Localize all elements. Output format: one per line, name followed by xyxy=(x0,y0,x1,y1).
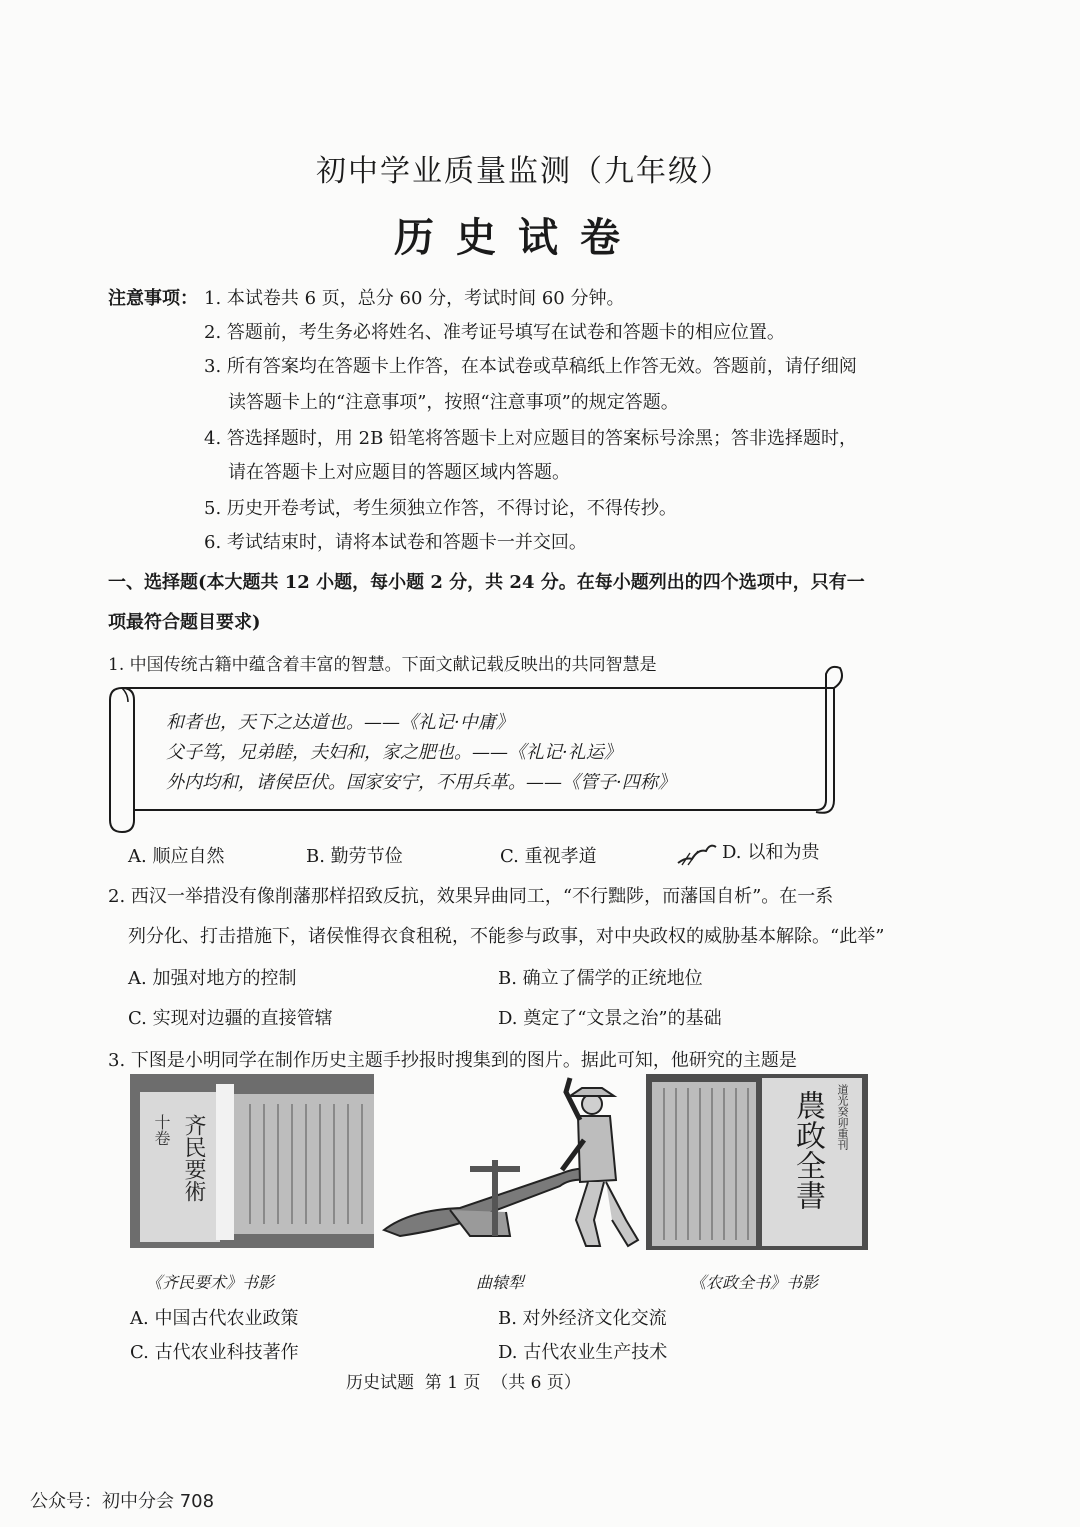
nongzheng-side-text: 道光癸卯重刊 xyxy=(836,1084,849,1150)
caption-nongzheng: 《农政全书》书影 xyxy=(690,1273,819,1292)
qimin-cover-text: 齐民要術 xyxy=(181,1114,206,1202)
scroll-quote: 父子笃，兄弟睦，夫妇和，家之肥也。——《礼记·礼运》 xyxy=(166,742,622,763)
notice-item: 2. 答题前，考生务必将姓名、准考证号填写在试卷和答题卡的相应位置。 xyxy=(204,322,785,343)
q3-option-c[interactable]: C. 古代农业科技著作 xyxy=(130,1342,299,1363)
q1-option-d-text: 以和为贵 xyxy=(747,842,820,863)
scroll-quote: 和者也，天下之达道也。——《礼记·中庸》 xyxy=(166,712,514,733)
notice-item: 5. 历史开卷考试，考生须独立作答，不得讨论，不得传抄。 xyxy=(204,498,677,519)
notice-item: 1. 本试卷共 6 页，总分 60 分，考试时间 60 分钟。 xyxy=(204,288,625,309)
watermark-text: 公众号：初中分会 708 xyxy=(30,1491,215,1512)
exam-title: 历史试卷 xyxy=(394,214,642,261)
q2-option-d[interactable]: D. 奠定了“文景之治”的基础 xyxy=(498,1008,722,1029)
notice-item: 读答题卡上的“注意事项”，按照“注意事项”的规定答题。 xyxy=(228,392,679,413)
notice-item: 请在答题卡上对应题目的答题区域内答题。 xyxy=(228,462,570,483)
caption-qimin: 《齐民要术》书影 xyxy=(146,1273,275,1292)
notice-item: 3. 所有答案均在答题卡上作答，在本试卷或草稿纸上作答无效。答题前，请仔细阅 xyxy=(204,356,857,377)
scroll-quote: 外内均和，诸侯臣伏。国家安宁，不用兵革。——《管子·四称》 xyxy=(166,772,676,793)
q2-option-c[interactable]: C. 实现对边疆的直接管辖 xyxy=(128,1008,333,1029)
qimin-yaoshu-image xyxy=(130,1074,374,1248)
notice-label: 注意事项： xyxy=(108,288,198,309)
question-3-stem: 3. 下图是小明同学在制作历史主题手抄报时搜集到的图片。据此可知，他研究的主题是 xyxy=(108,1050,797,1071)
q1-option-a[interactable]: A. 顺应自然 xyxy=(128,846,225,867)
q3-option-d[interactable]: D. 古代农业生产技术 xyxy=(498,1342,668,1363)
question-1-stem: 1. 中国传统古籍中蕴含着丰富的智慧。下面文献记载反映出的共同智慧是 xyxy=(108,655,657,675)
q3-option-b[interactable]: B. 对外经济文化交流 xyxy=(498,1308,667,1329)
pencil-mark-icon xyxy=(676,839,722,869)
q1-option-c[interactable]: C. 重视孝道 xyxy=(500,846,597,867)
caption-plough: 曲辕犁 xyxy=(476,1273,525,1292)
notice-item: 6. 考试结束时，请将本试卷和答题卡一并交回。 xyxy=(204,532,587,553)
nongzheng-cover-text: 農政全書 xyxy=(790,1090,825,1210)
qimin-side-text: 十卷 xyxy=(152,1114,171,1146)
question-2-stem: 2. 西汉一举措没有像削藩那样招致反抗，效果异曲同工，“不行黜陟，而藩国自析”。在一系 xyxy=(108,886,834,907)
q2-option-b[interactable]: B. 确立了儒学的正统地位 xyxy=(498,968,703,989)
q1-option-d[interactable] xyxy=(676,838,820,869)
q1-option-d-letter: D. xyxy=(722,842,742,863)
question-2-stem-cont: 列分化、打击措施下，诸侯惟得衣食租税，不能参与政事，对中央政权的威胁基本解除。“此举” xyxy=(128,926,885,947)
q1-option-b[interactable]: B. 勤劳节俭 xyxy=(306,846,403,867)
section-heading: 一、选择题(本大题共 12 小题，每小题 2 分，共 24 分。在每小题列出的四个选项中，只有一 xyxy=(108,572,865,593)
q2-option-a[interactable]: A. 加强对地方的控制 xyxy=(128,968,297,989)
q3-option-a[interactable]: A. 中国古代农业政策 xyxy=(130,1308,299,1329)
exam-subtitle: 初中学业质量监测（九年级） xyxy=(316,154,732,189)
quyuan-plough-image xyxy=(380,1070,642,1256)
section-heading-cont: 项最符合题目要求) xyxy=(108,612,261,633)
nongzheng-quanshu-image xyxy=(646,1074,868,1250)
notice-item: 4. 答选择题时，用 2B 铅笔将答题卡上对应题目的答案标号涂黑；答非选择题时， xyxy=(204,428,858,449)
page-footer: 历史试题 第 1 页 （共 6 页） xyxy=(346,1373,581,1393)
